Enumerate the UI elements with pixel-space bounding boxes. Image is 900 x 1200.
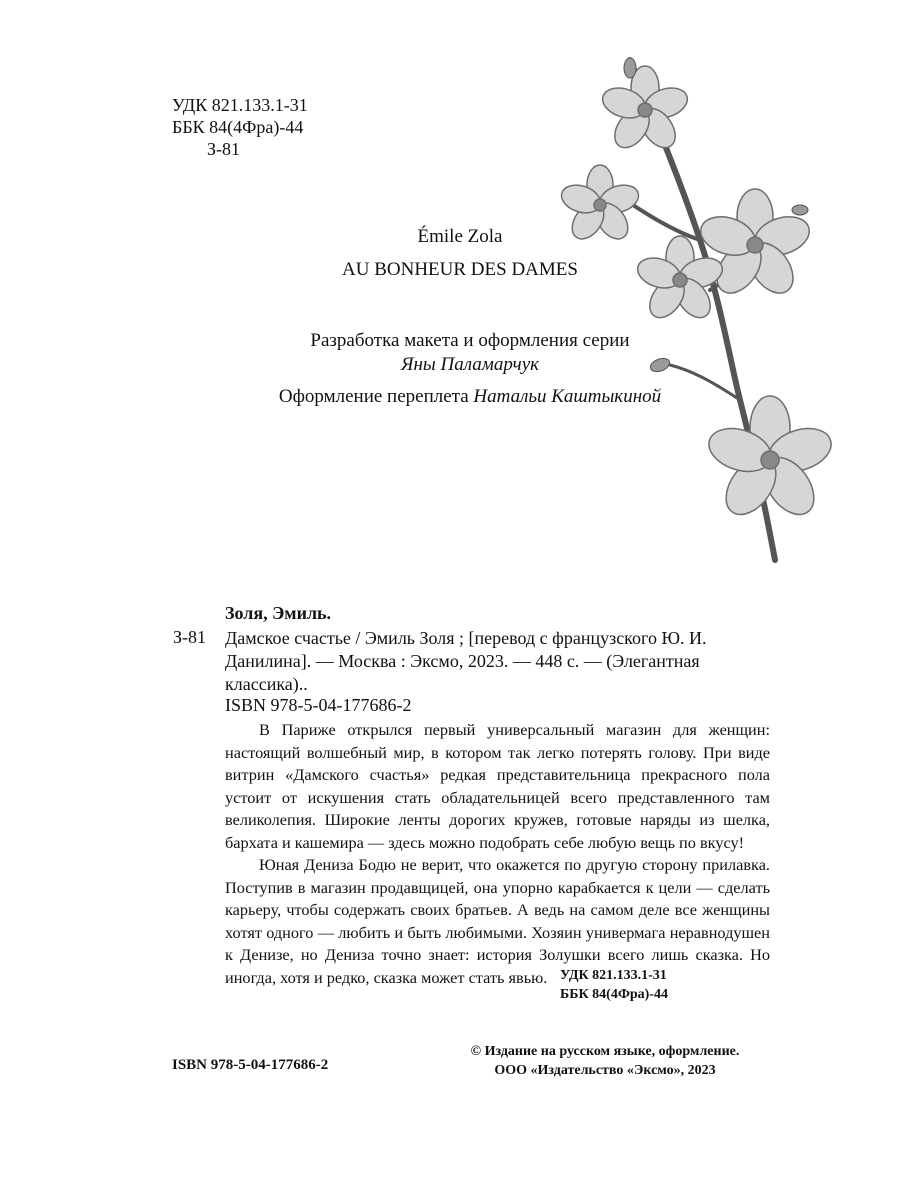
- footer-codes: [560, 966, 760, 1004]
- copyright-line-1: © Издание на русском языке, оформление.: [470, 1044, 740, 1059]
- series-credit-person: Яны Паламарчук: [400, 354, 540, 375]
- entry-description: Дамское счастье / Эмиль Золя ; [перевод с французского Ю. И. Данилина]. — Москва : Эксмо, 2023. — 448 с. — (Элегантная классика)..: [225, 628, 707, 694]
- entry-isbn: ISBN 978-5-04-177686-2: [225, 695, 412, 715]
- footer-bbk: ББК 84(4Фра)-44: [560, 987, 668, 1002]
- footer-udk: УДК 821.133.1-31: [560, 968, 667, 983]
- binding-credit-prefix: Оформление переплета: [278, 386, 474, 407]
- original-title: AU BONHEUR DES DAMES: [342, 259, 578, 280]
- binding-credit: [130, 386, 810, 408]
- author-mark: З-81: [207, 139, 241, 159]
- entry-heading: Золя, Эмиль.: [225, 603, 332, 623]
- udk-code: УДК 821.133.1-31: [172, 95, 308, 115]
- entry-code: З-81: [173, 627, 207, 647]
- original-author: Émile Zola: [417, 226, 503, 247]
- copyright-line-2: ООО «Издательство «Эксмо», 2023: [494, 1063, 716, 1078]
- annotation-paragraph-1: В Париже открылся первый универсальный магазин для женщин: настоящий волшебный мир, в котором так легко потерять голову. При виде витрин «Дамского счастья» редкая представительница прекрасного пола устоит от искушения стать обладательницей всего представленного там великолепия. Широкие ленты дорогих кружев, готовые наряды из шелка, бархата и кашемира — здесь можно подобрать себе любую вещь по вкусу!: [225, 720, 770, 852]
- annotation: [225, 719, 770, 989]
- binding-credit-person: Натальи Каштыкиной: [473, 386, 662, 407]
- series-credit-line: Разработка макета и оформления серии: [310, 330, 630, 351]
- series-credit: [130, 329, 810, 377]
- blossom-branch-icon: [560, 40, 840, 600]
- classification-codes: [172, 94, 308, 160]
- bbk-code: ББК 84(4Фра)-44: [172, 117, 304, 137]
- annotation-paragraph-2: Юная Дениза Бодю не верит, что окажется по другую сторону прилавка. Поступив в магазин продавщицей, она упорно карабкается к цели — сделать карьеру, чтобы содержать своих братьев. А ведь на самом деле все женщины хотят одного — любить и быть любимыми. Хозяин универмага неравнодушен к Денизе, но Дениза точно знает: история Золушки всего лишь сказка. Но иногда, хотя и редко, сказка может стать явью.: [225, 855, 770, 987]
- footer-isbn: ISBN 978-5-04-177686-2: [172, 1057, 329, 1073]
- copyright: [430, 1042, 780, 1080]
